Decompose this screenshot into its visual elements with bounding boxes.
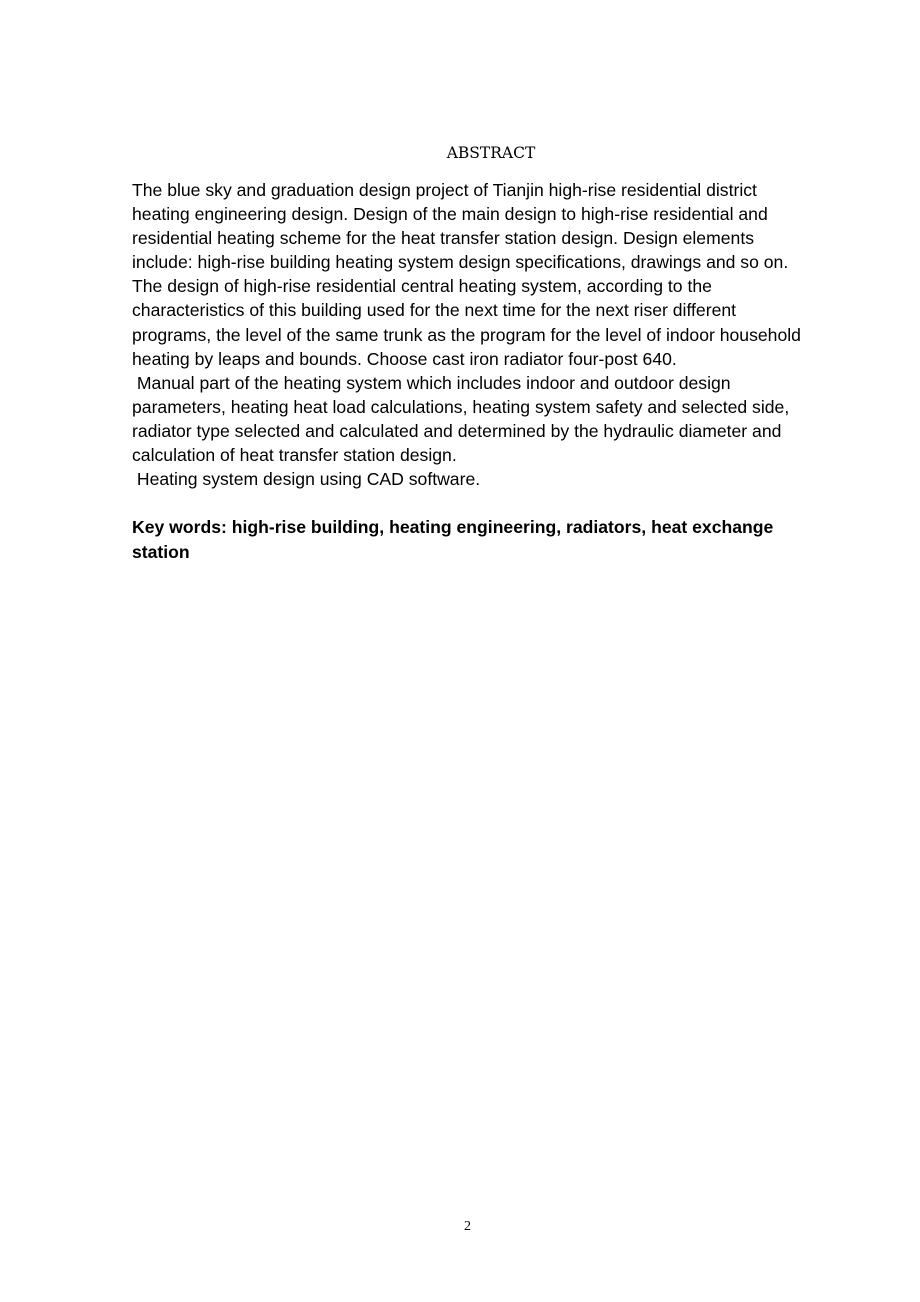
body-line: Heating system design using CAD software. — [132, 469, 481, 490]
body-line: calculation of heat transfer station design. — [132, 445, 457, 466]
keywords-line: station — [132, 542, 190, 562]
body-line: characteristics of this building used for the next time for the next riser different — [132, 300, 737, 321]
body-line: parameters, heating heat load calculations, heating system safety and selected side, — [132, 396, 790, 417]
body-line: residential heating scheme for the heat transfer station design. Design elements — [132, 228, 755, 249]
keywords-section — [132, 515, 836, 565]
body-line: The design of high-rise residential central heating system, according to the — [132, 276, 712, 297]
body-line: The blue sky and graduation design project of Tianjin high-rise residential district — [132, 180, 757, 200]
keywords-line: Key words: high-rise building, heating engineering, radiators, heat exchange — [132, 517, 774, 537]
abstract-heading: ABSTRACT — [446, 144, 536, 162]
body-line: programs, the level of the same trunk as the program for the level of indoor household — [132, 324, 801, 345]
body-line: heating engineering design. Design of the main design to high-rise residential and — [132, 204, 768, 225]
body-line: include: high-rise building heating system design specifications, drawings and so on. — [132, 252, 789, 273]
body-line: heating by leaps and bounds. Choose cast iron radiator four-post 640. — [132, 348, 677, 369]
abstract-body — [132, 178, 836, 491]
body-line: radiator type selected and calculated and determined by the hydraulic diameter and — [132, 420, 782, 441]
page-number: 2 — [464, 1219, 471, 1234]
body-line: Manual part of the heating system which includes indoor and outdoor design — [132, 372, 731, 393]
